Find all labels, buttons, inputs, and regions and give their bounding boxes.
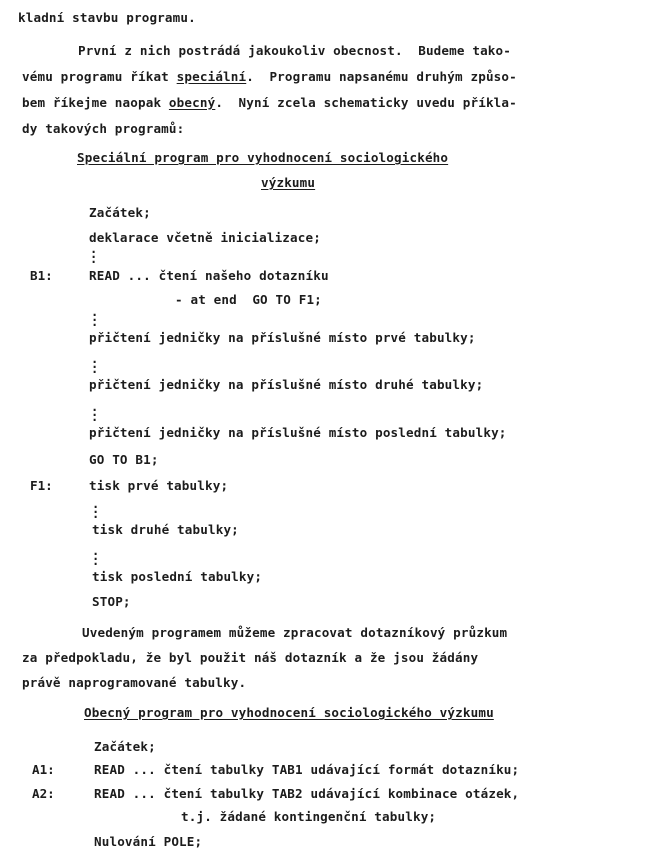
code-line: STOP; [92,594,131,609]
special-heading-cont: výzkumu [261,175,316,190]
code-line: přičtení jedničky na příslušné místo druhé tabulky; [89,377,484,392]
ellipsis-dots: . . . [92,544,100,568]
term-general: obecný [168,95,216,110]
code-line: READ ... čtení našeho dotazníku [89,268,329,283]
code-line: tisk poslední tabulky; [92,569,263,584]
text-line: Uvedeným programem můžeme zpracovat dotazníkový průzkum [82,625,508,640]
special-heading: Speciální program pro vyhodnocení sociologického [77,150,449,165]
code-line: READ ... čtení tabulky TAB1 udávající formát dotazníku; [94,762,520,777]
label-b1: B1: [30,268,53,283]
general-heading: Obecný program pro vyhodnocení sociologického výzkumu [84,705,494,720]
code-line: Začátek; [94,739,156,754]
label-f1: F1: [30,478,53,493]
text-line: kladní stavbu programu. [18,10,196,25]
code-line: Nulování POLE; [94,834,203,849]
text-line: dy takových programů: [22,121,185,136]
ellipsis-dots: . . . [91,400,99,424]
ellipsis-dots: . . . [92,497,100,521]
code-line: Začátek; [89,205,151,220]
ellipsis-dots: . . . [91,352,99,376]
code-line: přičtení jedničky na příslušné místo prvé tabulky; [89,330,476,345]
code-line: tisk prvé tabulky; [89,478,229,493]
code-line: GO TO B1; [89,452,159,467]
code-line: READ ... čtení tabulky TAB2 udávající kombinace otázek, [94,786,520,801]
label-a2: A2: [32,786,55,801]
text-line: bem říkejme naopak obecný. Nyní zcela schematicky uvedu příkla- [22,95,517,110]
text-line: První z nich postrádá jakoukoliv obecnost. Budeme tako- [78,43,511,58]
label-a1: A1: [32,762,55,777]
ellipsis-dots: . . . [91,305,99,329]
text-line: za předpokladu, že byl použit náš dotazník a že jsou žádány [22,650,479,665]
term-special: speciální [176,69,247,84]
code-line: deklarace včetně inicializace; [89,230,321,245]
code-line: tisk druhé tabulky; [92,522,239,537]
ellipsis-dots: . . . [90,242,98,266]
code-line: t.j. žádané kontingenční tabulky; [181,809,437,824]
text-line: právě naprogramované tabulky. [22,675,247,690]
text-line: vému programu říkat speciální. Programu napsanému druhým způso- [22,69,517,84]
code-line: - at end GO TO F1; [175,292,322,307]
code-line: přičtení jedničky na příslušné místo poslední tabulky; [89,425,507,440]
